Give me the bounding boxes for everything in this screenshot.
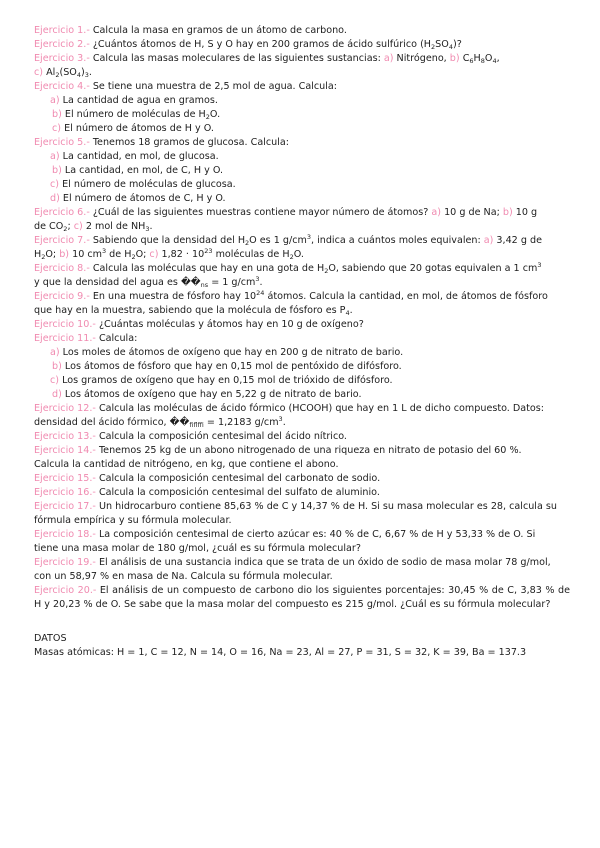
option-text: 2 mol de NH <box>82 221 146 232</box>
exercise-text: La composición centesimal de cierto azúcar es: 40 % de C, 6,67 % de H y 53,33 % de O. Si <box>95 529 536 540</box>
option-text: C <box>459 53 470 64</box>
exercise-text: que hay en la muestra, sabiendo que la molécula de fósforo es P <box>34 305 346 316</box>
option-letter: b) <box>502 207 513 218</box>
exercise-11-b <box>34 360 570 374</box>
exercise-3-cont <box>34 66 570 80</box>
option-text: ) <box>80 67 85 78</box>
option-text: El número de átomos de C, H y O. <box>59 193 226 204</box>
option-letter: b) <box>449 53 460 64</box>
option-letter: c) <box>73 221 83 232</box>
subscript: 2 <box>63 225 68 233</box>
option-text: 1,82 · 10 <box>158 249 205 260</box>
option-text: La cantidad, en mol, de glucosa. <box>59 151 219 162</box>
exercise-text: Tenemos 25 kg de un abono nitrogenado de una riqueza en nitrato de potasio del 60 %. <box>95 445 522 456</box>
exercise-3 <box>34 52 570 66</box>
exercise-5-b <box>34 164 570 178</box>
exercise-label: Ejercicio 12.- <box>34 403 96 414</box>
exercise-5 <box>34 136 570 150</box>
option-text: . <box>88 67 92 78</box>
exercise-4-a <box>34 94 570 108</box>
exercise-8-cont <box>34 276 570 290</box>
exercise-text: El análisis de una sustancia indica que se trata de un óxido de sodio de masa molar 78 g/mol, <box>95 557 551 568</box>
option-letter: c) <box>149 249 159 260</box>
exercise-label: Ejercicio 10.- <box>34 319 96 330</box>
subscript: 2 <box>289 253 294 261</box>
exercise-13 <box>34 430 570 444</box>
exercise-label: Ejercicio 15.- <box>34 473 96 484</box>
exercise-label: Ejercicio 9.- <box>34 291 90 302</box>
subscript: 2 <box>41 253 46 261</box>
exercise-1 <box>34 24 570 38</box>
option-text: 10 g de Na; <box>441 207 503 218</box>
exercise-7 <box>34 234 570 248</box>
option-letter: c) <box>52 123 62 134</box>
subscript: 4 <box>345 309 350 317</box>
subscript: 2 <box>245 239 250 247</box>
exercise-text: Calcula la cantidad de nitrógeno, en kg, que contiene el abono. <box>34 459 339 470</box>
option-text: O; <box>135 249 150 260</box>
exercise-text: O, sabiendo que 20 gotas equivalen a 1 cm <box>328 263 538 274</box>
exercise-5-c <box>34 178 570 192</box>
exercise-label: Ejercicio 1.- <box>34 25 90 36</box>
exercise-10 <box>34 318 570 332</box>
exercise-text: H <box>34 249 42 260</box>
option-text: 10 g <box>512 207 538 218</box>
option-letter: d) <box>52 389 62 400</box>
option-text: moléculas de H <box>212 249 290 260</box>
exercise-text: átomos. Calcula la cantidad, en mol, de átomos de fósforo <box>264 291 548 302</box>
density-symbol: �� <box>169 417 190 428</box>
option-letter: d) <box>50 193 60 204</box>
option-text: H <box>473 53 481 64</box>
exercise-label: Ejercicio 7.- <box>34 235 90 246</box>
exercise-text: ¿Cuántas moléculas y átomos hay en 10 g de oxígeno? <box>95 319 364 330</box>
subscript: 2 <box>431 43 436 51</box>
exercise-text: . <box>349 305 353 316</box>
option-text: La cantidad, en mol, de C, H y O. <box>61 165 224 176</box>
option-text: Los átomos de oxígeno que hay en 5,22 g de nitrato de bario. <box>61 389 362 400</box>
superscript: 3 <box>278 415 283 423</box>
option-text: Al <box>43 67 56 78</box>
option-text: O. <box>293 249 304 260</box>
subscript: 4 <box>492 57 497 65</box>
option-text: La cantidad de agua en gramos. <box>59 95 218 106</box>
subscript: 3 <box>84 71 89 79</box>
option-text: Nitrógeno, <box>393 53 450 64</box>
option-text: (SO <box>59 67 77 78</box>
subscript: 2 <box>131 253 136 261</box>
exercise-label: Ejercicio 3.- <box>34 53 90 64</box>
exercise-14-cont <box>34 458 570 472</box>
subscript: ﬁﬂﬃ <box>189 421 204 429</box>
exercise-17 <box>34 500 570 514</box>
exercise-16 <box>34 486 570 500</box>
exercise-17-cont <box>34 514 570 528</box>
exercise-text: Se tiene una muestra de 2,5 mol de agua. Calcula: <box>89 81 338 92</box>
exercise-4-b <box>34 108 570 122</box>
option-letter: a) <box>50 347 60 358</box>
exercise-text: de CO <box>34 221 64 232</box>
exercise-text: O es 1 g/cm <box>249 235 307 246</box>
option-letter: a) <box>483 235 494 246</box>
superscript: 3 <box>537 261 542 269</box>
option-letter: c) <box>50 375 60 386</box>
option-letter: b) <box>52 361 62 372</box>
subscript: 4 <box>448 43 453 51</box>
exercise-text: y que la densidad del agua es <box>34 277 181 288</box>
exercise-5-a <box>34 150 570 164</box>
exercise-14 <box>34 444 570 458</box>
subscript: 6 <box>469 57 474 65</box>
subscript: 3 <box>145 225 150 233</box>
exercise-11 <box>34 332 570 346</box>
exercise-text: , indica a cuántos moles equivalen: <box>310 235 484 246</box>
option-text: El número de moléculas de H <box>61 109 206 120</box>
exercise-9-cont <box>34 304 570 318</box>
option-text: de H <box>106 249 132 260</box>
exercise-9 <box>34 290 570 304</box>
exercise-8 <box>34 262 570 276</box>
option-letter: c) <box>34 67 44 78</box>
exercise-label: Ejercicio 6.- <box>34 207 90 218</box>
option-text: . <box>149 221 153 232</box>
exercise-label: Ejercicio 13.- <box>34 431 96 442</box>
exercise-2 <box>34 38 570 52</box>
exercise-text: Un hidrocarburo contiene 85,63 % de C y 14,37 % de H. Si su masa molecular es 28, calcula su <box>95 501 557 512</box>
exercise-text: = 1 g/cm <box>208 277 256 288</box>
exercise-18-cont <box>34 542 570 556</box>
exercise-4 <box>34 80 570 94</box>
option-text: , <box>496 53 500 64</box>
exercise-label: Ejercicio 16.- <box>34 487 96 498</box>
exercise-text: Sabiendo que la densidad del H <box>89 235 246 246</box>
exercise-text: ¿Cuántos átomos de H, S y O hay en 200 gramos de ácido sulfúrico (H <box>89 39 432 50</box>
subscript: ns <box>200 281 209 289</box>
superscript: 3 <box>101 247 107 255</box>
option-text: El número de átomos de H y O. <box>61 123 214 134</box>
option-letter: b) <box>52 165 62 176</box>
exercise-text: con un 58,97 % en masa de Na. Calcula su fórmula molecular. <box>34 571 333 582</box>
exercise-5-d <box>34 192 570 206</box>
exercise-label: Ejercicio 4.- <box>34 81 90 92</box>
exercise-11-d <box>34 388 570 402</box>
exercise-text: En una muestra de fósforo hay 10 <box>89 291 257 302</box>
option-text: Los gramos de oxígeno que hay en 0,15 mol de trióxido de difósforo. <box>59 375 393 386</box>
option-text: 10 cm <box>69 249 102 260</box>
exercise-text: Calcula la composición centesimal del ácido nítrico. <box>95 431 347 442</box>
exercise-list <box>34 24 570 660</box>
exercise-label: Ejercicio 20.- <box>34 585 97 596</box>
exercise-7-cont <box>34 248 570 262</box>
option-letter: c) <box>50 179 60 190</box>
superscript: 3 <box>255 275 260 283</box>
exercise-label: Ejercicio 19.- <box>34 557 96 568</box>
exercise-label: Ejercicio 18.- <box>34 529 96 540</box>
exercise-text: Calcula la composición centesimal del carbonato de sodio. <box>95 473 381 484</box>
option-letter: a) <box>50 95 60 106</box>
exercise-11-c <box>34 374 570 388</box>
exercise-label: Ejercicio 2.- <box>34 39 90 50</box>
subscript: 2 <box>324 267 329 275</box>
option-text: O. <box>209 109 221 120</box>
exercise-11-a <box>34 346 570 360</box>
exercise-text: fórmula empírica y su fórmula molecular. <box>34 515 232 526</box>
exercise-label: Ejercicio 17.- <box>34 501 96 512</box>
exercise-text: Calcula las moléculas de ácido fórmico (HCOOH) que hay en 1 L de dicho compuesto. Datos: <box>95 403 545 414</box>
exercise-12 <box>34 402 570 416</box>
atomic-masses: Masas atómicas: H = 1, C = 12, N = 14, O = 16, Na = 23, Al = 27, P = 31, S = 32, K = 39, Ba = 137.3 <box>34 647 527 658</box>
exercise-text: SO <box>435 39 449 50</box>
exercise-text: tiene una masa molar de 180 g/mol, ¿cuál es su fórmula molecular? <box>34 543 361 554</box>
option-text: 3,42 g de <box>493 235 542 246</box>
exercise-19 <box>34 556 570 570</box>
exercise-label: Ejercicio 5.- <box>34 137 90 148</box>
option-letter: a) <box>383 53 394 64</box>
exercise-text: El análisis de un compuesto de carbono dio los siguientes porcentajes: 30,45 % de C, 3,83 % de H y 20,23 % de O. Se sabe que la masa molar del compuesto es 215 g/mol. ¿Cuál es su fórmula molecular? <box>34 585 571 610</box>
option-text: Los moles de átomos de oxígeno que hay en 200 g de nitrato de bario. <box>59 347 404 358</box>
exercise-text: . <box>259 277 263 288</box>
exercise-15 <box>34 472 570 486</box>
exercise-text: O; <box>45 249 60 260</box>
option-text: El número de moléculas de glucosa. <box>59 179 236 190</box>
exercise-18 <box>34 528 570 542</box>
superscript: 24 <box>256 289 265 297</box>
exercise-label: Ejercicio 14.- <box>34 445 96 456</box>
subscript: 4 <box>76 71 81 79</box>
option-letter: b) <box>52 109 62 120</box>
exercise-4-c <box>34 122 570 136</box>
exercise-text: = 1,2183 g/cm <box>203 417 279 428</box>
exercise-label: Ejercicio 11.- <box>34 333 96 344</box>
exercise-text: Calcula: <box>95 333 138 344</box>
exercise-12-cont <box>34 416 570 430</box>
option-text: Los átomos de fósforo que hay en 0,15 mol de pentóxido de difósforo. <box>61 361 402 372</box>
subscript: 2 <box>55 71 60 79</box>
exercise-text: ¿Cuál de las siguientes muestras contiene mayor número de átomos? <box>89 207 432 218</box>
exercise-text: Calcula las moléculas que hay en una gota de H <box>89 263 325 274</box>
superscript: 23 <box>204 247 213 255</box>
subscript: 2 <box>205 113 210 121</box>
exercise-text: Tenemos 18 gramos de glucosa. Calcula: <box>89 137 290 148</box>
exercise-label: Ejercicio 8.- <box>34 263 90 274</box>
option-text: O <box>484 53 493 64</box>
exercise-text: Calcula la masa en gramos de un átomo de carbono. <box>89 25 347 36</box>
exercise-19-cont <box>34 570 570 584</box>
exercise-20 <box>34 584 570 612</box>
exercise-text: ; <box>67 221 74 232</box>
option-letter: b) <box>59 249 70 260</box>
option-letter: a) <box>50 151 60 162</box>
exercise-text: densidad del ácido fórmico, <box>34 417 170 428</box>
exercise-text: )? <box>452 39 462 50</box>
option-letter: a) <box>431 207 442 218</box>
exercise-6-cont <box>34 220 570 234</box>
exercise-text: Calcula las masas moleculares de las siguientes sustancias: <box>89 53 384 64</box>
datos-title: DATOS <box>34 633 67 644</box>
subscript: 8 <box>480 57 485 65</box>
density-symbol: �� <box>180 277 201 288</box>
exercise-text: . <box>282 417 286 428</box>
exercise-6 <box>34 206 570 220</box>
exercise-text: Calcula la composición centesimal del sulfato de aluminio. <box>95 487 380 498</box>
superscript: 3 <box>306 233 311 241</box>
